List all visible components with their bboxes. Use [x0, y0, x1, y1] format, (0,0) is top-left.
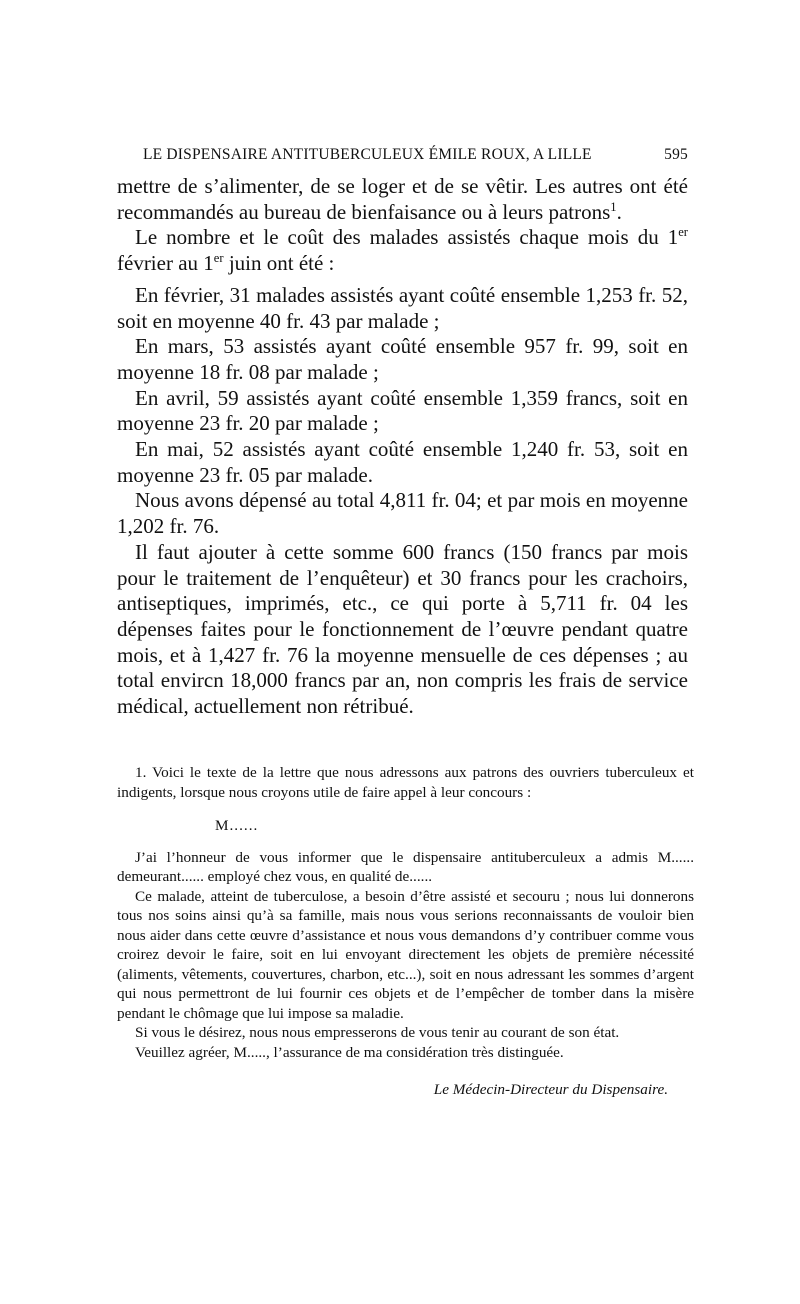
letter-closing: Veuillez agréer, M....., l’assurance de ma considération très distinguée. — [135, 1043, 564, 1061]
paragraph-may: En mai, 52 assistés ayant coûté ensemble 1,240 fr. 53, soit en moyenne 23 fr. 05 par malade. — [117, 437, 688, 487]
main-text — [117, 174, 688, 720]
letter-paragraph: Ce malade, atteint de tuberculose, a besoin d’être assisté et secouru ; nous lui donnerons tous nos soins ainsi qu’à sa famille, mais nous vous serions reconnaissants de vouloir bien nous aider dans cette œuvre d’assistance et nous vous demandons d’y contribuer comme vous croirez devoir le faire, soit en lui envoyant directement les objets de première nécessité (aliments, vêtements, couvertures, charbon, etc...), soit en nous adressant les sommes d’argent qui nous permettront de lui fournir ces objets et de l’empêcher de tomber dans la misère pendant le chômage que lui impose sa maladie. — [117, 887, 694, 1022]
ordinal-suffix: er — [678, 225, 688, 240]
ordinal-suffix: er — [213, 251, 224, 266]
paragraph-continuation: mettre de s’alimenter, de se loger et de se vêtir. Les autres ont été recommandés au bureau de bienfaisance ou à leurs patrons$^1$. — [117, 174, 688, 224]
running-title: LE DISPENSAIRE ANTITUBERCULEUX ÉMILE ROUX, A LILLE — [143, 146, 592, 163]
paragraph-intro — [117, 225, 688, 276]
paragraph-additional-costs: Il faut ajouter à cette somme 600 francs (150 francs par mois pour le traitement de l’enquêteur) et 30 francs pour les crachoirs, antiseptiques, imprimés, etc., ce qui porte à 5,711 fr. 04 les dépenses faites pour le fonctionnement de l’œuvre pendant quatre mois, et à 1,427 fr. 76 la moyenne mensuelle de ces dépenses ; au total envircn 18,000 francs par an, non compris les frais de service médical, actuellement non rétribué. — [117, 539, 688, 719]
paragraph-total: Nous avons dépensé au total 4,811 fr. 04; et par mois en moyenne 1,202 fr. 76. — [117, 488, 688, 539]
letter-paragraph: J’ai l’honneur de vous informer que le dispensaire antituberculeux a admis M...... demeurant...... employé chez vous, en qualité de...... — [117, 848, 694, 885]
footnote-intro: 1. Voici le texte de la lettre que nous adressons aux patrons des ouvriers tuberculeux et indigents, lorsque nous croyons utile de faire appel à leur concours : — [117, 764, 694, 801]
paragraph-march: En mars, 53 assistés ayant coûté ensemble 957 fr. 99, soit en moyenne 18 fr. 08 par malade ; — [117, 334, 688, 384]
footnote-reference: 1 — [610, 199, 617, 214]
running-header — [143, 146, 688, 164]
paragraph-text: mettre de s’alimenter, de se loger et de se vêtir. Les autres ont été recommandés au bureau de bienfaisance ou à leurs patrons — [117, 174, 688, 224]
paragraph-april: En avril, 59 assistés ayant coûté ensemble 1,359 francs, soit en moyenne 23 fr. 20 par malade ; — [117, 385, 688, 436]
footnote — [117, 763, 694, 1100]
page-number: 595 — [664, 146, 688, 163]
letter-salutation: M...... — [215, 817, 259, 834]
letter-signature: Le Médecin-Directeur du Dispensaire. — [433, 1081, 668, 1098]
paragraph-text: Le nombre et le coût des malades assistés chaque mois du 1 — [135, 225, 679, 250]
paragraph-text: février au 1 — [117, 251, 214, 276]
paragraph-february: En février, 31 malades assistés ayant coûté ensemble 1,253 fr. 52, soit en moyenne 40 fr. 43 par malade ; — [117, 282, 688, 333]
letter-paragraph: Si vous le désirez, nous nous empresserons de vous tenir au courant de son état. — [135, 1024, 620, 1041]
paragraph-text: juin ont été : — [223, 251, 335, 276]
